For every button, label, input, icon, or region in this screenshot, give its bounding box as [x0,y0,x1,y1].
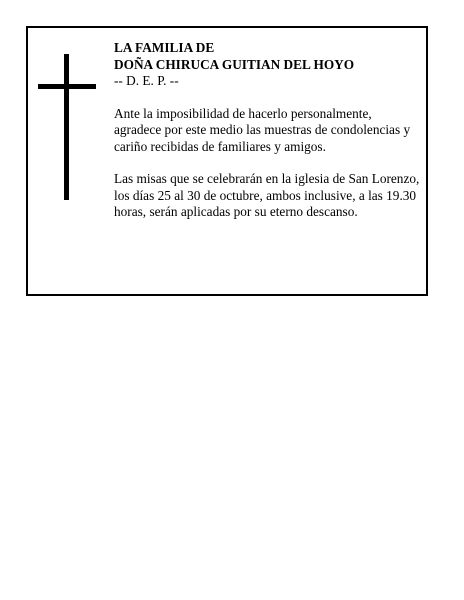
spacer [114,90,422,106]
rip-line: -- D. E. P. -- [114,73,179,88]
heading-line-family: LA FAMILIA DE [114,40,215,55]
cross-horizontal-bar [38,84,96,89]
masses-paragraph: Las misas que se celebrarán en la iglesia de San Lorenzo, los días 25 al 30 de octubre, ambos inclusive, a las 19.30 horas, serán aplicadas por su eterno descanso. [114,171,420,219]
obituary-notice [26,26,428,296]
thanks-paragraph: Ante la imposibilidad de hacerlo personalmente, agradece por este medio las muestras de condolencias y cariño recibidas de familiares y amigos. [114,105,411,154]
notice-text-block [114,40,422,221]
cross-icon [38,54,96,200]
spacer [114,155,422,171]
cross-vertical-bar [64,54,69,200]
heading-line-name: DOÑA CHIRUCA GUITIAN DEL HOYO [114,56,355,72]
